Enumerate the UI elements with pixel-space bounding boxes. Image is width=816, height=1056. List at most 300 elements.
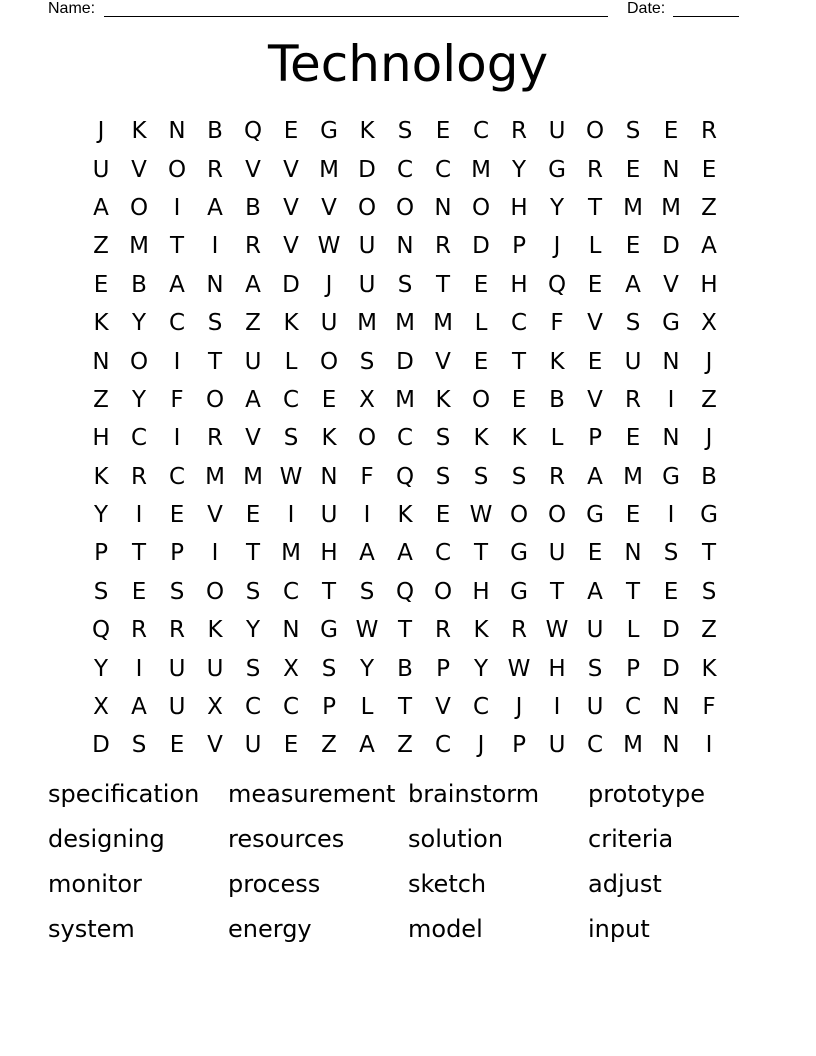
grid-letter: P	[322, 694, 336, 721]
grid-letter: N	[662, 348, 680, 375]
grid-letter: O	[509, 502, 529, 529]
grid-letter: L	[284, 348, 298, 375]
grid-letter: M	[281, 540, 301, 567]
grid-letter: S	[245, 655, 261, 682]
header	[48, 0, 748, 20]
grid-letter: Y	[93, 655, 109, 682]
grid-letter: C	[510, 310, 528, 337]
grid-letter: A	[131, 694, 147, 721]
grid-letter: M	[623, 463, 643, 490]
grid-letter: U	[168, 694, 186, 721]
grid-letter: C	[624, 694, 642, 721]
grid-letter: Z	[93, 233, 109, 260]
grid-letter: J	[705, 425, 713, 452]
date-label: Date:	[627, 0, 666, 17]
name-label: Name:	[48, 0, 96, 17]
grid-letter: K	[397, 502, 413, 529]
grid-letter: E	[169, 732, 185, 759]
grid-letter: S	[587, 655, 603, 682]
grid-letter: P	[512, 732, 526, 759]
grid-letter: W	[279, 463, 303, 490]
grid-letter: V	[283, 233, 299, 260]
grid-letter: K	[283, 310, 299, 337]
grid-letter: E	[587, 348, 603, 375]
grid-letter: K	[701, 655, 717, 682]
grid-letter: R	[435, 233, 451, 260]
grid-letter: E	[625, 156, 641, 183]
grid-letter: M	[205, 463, 225, 490]
grid-letter: A	[701, 233, 717, 260]
grid-row	[82, 688, 728, 726]
grid-letter: G	[662, 310, 680, 337]
grid-letter: R	[245, 233, 261, 260]
grid-letter: O	[205, 578, 225, 605]
grid-letter: S	[93, 578, 109, 605]
grid-letter: R	[435, 617, 451, 644]
grid-row	[82, 112, 728, 150]
grid-letter: N	[320, 463, 338, 490]
grid-letter: M	[129, 233, 149, 260]
grid-letter: E	[625, 233, 641, 260]
grid-letter: E	[625, 425, 641, 452]
grid-row	[82, 419, 728, 457]
grid-letter: T	[321, 578, 337, 605]
grid-letter: E	[663, 578, 679, 605]
grid-letter: C	[130, 425, 148, 452]
grid-letter: A	[587, 578, 603, 605]
word-list-item: sketch	[408, 870, 487, 898]
grid-letter: T	[625, 578, 641, 605]
grid-letter: C	[434, 732, 452, 759]
word-list-item: model	[408, 915, 483, 943]
grid-letter: C	[168, 310, 186, 337]
word-list-item: monitor	[48, 870, 142, 898]
grid-letter: I	[363, 502, 371, 529]
grid-letter: F	[550, 310, 564, 337]
grid-letter: V	[207, 502, 223, 529]
grid-letter: Q	[243, 118, 263, 145]
grid-letter: E	[473, 271, 489, 298]
grid-letter: S	[131, 732, 147, 759]
grid-letter: I	[173, 194, 181, 221]
grid-letter: R	[511, 617, 527, 644]
grid-letter: G	[662, 463, 680, 490]
grid-letter: W	[355, 617, 379, 644]
grid-letter: M	[433, 310, 453, 337]
grid-letter: C	[586, 732, 604, 759]
grid-letter: O	[357, 425, 377, 452]
grid-letter: E	[701, 156, 717, 183]
grid-letter: R	[625, 386, 641, 413]
grid-letter: I	[135, 655, 143, 682]
word-list-item: prototype	[588, 780, 705, 808]
grid-letter: F	[360, 463, 374, 490]
grid-letter: V	[435, 348, 451, 375]
grid-letter: C	[168, 463, 186, 490]
grid-letter: I	[667, 386, 675, 413]
grid-row	[82, 611, 728, 649]
grid-letter: E	[625, 502, 641, 529]
page-title: Technology	[267, 35, 549, 93]
grid-letter: V	[321, 194, 337, 221]
grid-letter: I	[173, 425, 181, 452]
grid-letter: L	[626, 617, 640, 644]
grid-letter: H	[472, 578, 490, 605]
grid-letter: G	[510, 578, 528, 605]
grid-letter: S	[169, 578, 185, 605]
grid-letter: A	[245, 386, 261, 413]
grid-letter: L	[360, 694, 374, 721]
grid-letter: F	[170, 386, 184, 413]
grid-row	[82, 227, 728, 265]
grid-letter: Y	[245, 617, 261, 644]
grid-letter: D	[662, 617, 680, 644]
word-list-item: brainstorm	[408, 780, 540, 808]
grid-letter: O	[357, 194, 377, 221]
grid-row	[82, 381, 728, 419]
grid-letter: W	[317, 233, 341, 260]
grid-letter: A	[397, 540, 413, 567]
grid-letter: N	[396, 233, 414, 260]
grid-letter: G	[510, 540, 528, 567]
grid-letter: T	[245, 540, 261, 567]
grid-letter: U	[548, 732, 566, 759]
grid-letter: I	[211, 540, 219, 567]
grid-letter: A	[587, 463, 603, 490]
grid-letter: S	[359, 348, 375, 375]
grid-letter: S	[663, 540, 679, 567]
grid-letter: J	[97, 118, 105, 145]
grid-letter: I	[287, 502, 295, 529]
name-field[interactable]	[104, 16, 608, 17]
grid-letter: M	[395, 386, 415, 413]
grid-letter: Y	[93, 502, 109, 529]
grid-letter: L	[588, 233, 602, 260]
grid-letter: V	[245, 425, 261, 452]
grid-letter: R	[701, 118, 717, 145]
grid-letter: E	[511, 386, 527, 413]
word-list-item: resources	[228, 825, 345, 853]
grid-letter: N	[662, 732, 680, 759]
grid-letter: H	[320, 540, 338, 567]
word-list	[48, 778, 768, 945]
grid-letter: V	[283, 156, 299, 183]
grid-letter: T	[435, 271, 451, 298]
grid-letter: T	[169, 233, 185, 260]
grid-letter: O	[433, 578, 453, 605]
grid-letter: R	[207, 425, 223, 452]
grid-letter: B	[245, 194, 261, 221]
grid-letter: A	[625, 271, 641, 298]
grid-letter: D	[472, 233, 490, 260]
grid-letter: K	[93, 463, 109, 490]
grid-letter: H	[548, 655, 566, 682]
grid-letter: N	[206, 271, 224, 298]
grid-letter: A	[207, 194, 223, 221]
grid-letter: Q	[547, 271, 567, 298]
grid-letter: Z	[245, 310, 261, 337]
word-list-item: designing	[48, 825, 165, 853]
grid-letter: T	[587, 194, 603, 221]
grid-letter: D	[396, 348, 414, 375]
grid-letter: D	[282, 271, 300, 298]
date-field[interactable]	[673, 16, 739, 17]
grid-letter: U	[548, 540, 566, 567]
grid-letter: Z	[321, 732, 337, 759]
word-list-item: process	[228, 870, 321, 898]
grid-letter: K	[93, 310, 109, 337]
grid-letter: E	[245, 502, 261, 529]
grid-row	[82, 458, 728, 496]
grid-letter: M	[661, 194, 681, 221]
grid-letter: V	[663, 271, 679, 298]
grid-letter: A	[245, 271, 261, 298]
grid-letter: C	[282, 694, 300, 721]
grid-letter: D	[92, 732, 110, 759]
grid-letter: R	[131, 617, 147, 644]
grid-letter: C	[472, 694, 490, 721]
grid-letter: K	[321, 425, 337, 452]
grid-row	[82, 304, 728, 342]
grid-letter: M	[243, 463, 263, 490]
grid-row	[82, 496, 728, 534]
grid-letter: W	[469, 502, 493, 529]
grid-letter: R	[587, 156, 603, 183]
letter-grid	[82, 112, 728, 765]
grid-letter: H	[700, 271, 718, 298]
grid-row	[82, 189, 728, 227]
grid-letter: G	[548, 156, 566, 183]
grid-letter: S	[625, 118, 641, 145]
grid-letter: S	[435, 425, 451, 452]
grid-letter: P	[588, 425, 602, 452]
grid-letter: N	[662, 694, 680, 721]
grid-letter: Q	[395, 578, 415, 605]
grid-letter: A	[359, 540, 375, 567]
grid-letter: J	[553, 233, 561, 260]
grid-letter: G	[320, 617, 338, 644]
word-list-item: measurement	[228, 780, 396, 808]
grid-letter: S	[625, 310, 641, 337]
grid-letter: P	[94, 540, 108, 567]
grid-letter: T	[207, 348, 223, 375]
grid-letter: K	[359, 118, 375, 145]
grid-letter: Z	[701, 386, 717, 413]
grid-letter: V	[283, 194, 299, 221]
grid-row	[82, 573, 728, 611]
grid-letter: R	[207, 156, 223, 183]
grid-letter: A	[359, 732, 375, 759]
grid-letter: D	[662, 233, 680, 260]
grid-letter: G	[700, 502, 718, 529]
grid-letter: B	[549, 386, 565, 413]
grid-letter: J	[325, 271, 333, 298]
word-list-item: system	[48, 915, 135, 943]
grid-letter: M	[623, 732, 643, 759]
word-list-item: adjust	[588, 870, 662, 898]
grid-letter: D	[358, 156, 376, 183]
grid-letter: H	[510, 194, 528, 221]
grid-letter: U	[320, 502, 338, 529]
grid-letter: K	[473, 617, 489, 644]
grid-row	[82, 342, 728, 380]
grid-row	[82, 649, 728, 687]
grid-letter: E	[169, 502, 185, 529]
grid-letter: A	[93, 194, 109, 221]
grid-letter: E	[93, 271, 109, 298]
grid-letter: S	[397, 271, 413, 298]
grid-letter: B	[397, 655, 413, 682]
grid-letter: M	[357, 310, 377, 337]
grid-letter: G	[320, 118, 338, 145]
grid-letter: R	[511, 118, 527, 145]
grid-letter: N	[434, 194, 452, 221]
grid-letter: U	[548, 118, 566, 145]
grid-letter: V	[131, 156, 147, 183]
grid-letter: N	[168, 118, 186, 145]
grid-letter: V	[435, 694, 451, 721]
grid-letter: U	[244, 348, 262, 375]
grid-letter: U	[624, 348, 642, 375]
grid-letter: X	[207, 694, 223, 721]
word-list-item: energy	[228, 915, 312, 943]
grid-letter: K	[131, 118, 147, 145]
grid-letter: P	[170, 540, 184, 567]
grid-letter: N	[662, 156, 680, 183]
grid-letter: E	[321, 386, 337, 413]
grid-letter: I	[553, 694, 561, 721]
grid-letter: P	[436, 655, 450, 682]
grid-letter: N	[662, 425, 680, 452]
grid-letter: O	[129, 194, 149, 221]
grid-letter: Z	[397, 732, 413, 759]
grid-row	[82, 726, 728, 764]
grid-letter: I	[211, 233, 219, 260]
grid-letter: U	[358, 233, 376, 260]
grid-letter: Z	[701, 194, 717, 221]
grid-letter: Y	[511, 156, 527, 183]
grid-letter: Q	[91, 617, 111, 644]
grid-letter: K	[435, 386, 451, 413]
grid-letter: U	[168, 655, 186, 682]
grid-letter: I	[173, 348, 181, 375]
word-list-item: solution	[408, 825, 504, 853]
grid-letter: T	[549, 578, 565, 605]
grid-letter: P	[512, 233, 526, 260]
grid-letter: N	[624, 540, 642, 567]
grid-letter: U	[206, 655, 224, 682]
grid-letter: U	[92, 156, 110, 183]
grid-letter: S	[473, 463, 489, 490]
grid-letter: S	[283, 425, 299, 452]
grid-letter: H	[92, 425, 110, 452]
grid-letter: E	[283, 118, 299, 145]
grid-row	[82, 534, 728, 572]
grid-letter: Y	[473, 655, 489, 682]
grid-letter: A	[169, 271, 185, 298]
grid-letter: C	[434, 156, 452, 183]
grid-letter: E	[435, 502, 451, 529]
grid-letter: O	[319, 348, 339, 375]
grid-letter: R	[169, 617, 185, 644]
grid-letter: T	[701, 540, 717, 567]
grid-letter: K	[511, 425, 527, 452]
grid-letter: C	[396, 425, 414, 452]
grid-letter: X	[283, 655, 299, 682]
grid-letter: W	[507, 655, 531, 682]
grid-letter: C	[282, 386, 300, 413]
grid-letter: E	[663, 118, 679, 145]
grid-letter: O	[395, 194, 415, 221]
grid-letter: K	[473, 425, 489, 452]
grid-letter: M	[395, 310, 415, 337]
grid-letter: E	[587, 540, 603, 567]
grid-letter: O	[205, 386, 225, 413]
grid-letter: K	[207, 617, 223, 644]
grid-letter: M	[471, 156, 491, 183]
word-list-item: specification	[48, 780, 200, 808]
grid-letter: O	[585, 118, 605, 145]
grid-letter: J	[477, 732, 485, 759]
grid-letter: B	[131, 271, 147, 298]
grid-letter: S	[397, 118, 413, 145]
grid-letter: D	[662, 655, 680, 682]
grid-letter: U	[586, 694, 604, 721]
grid-letter: T	[131, 540, 147, 567]
grid-row	[82, 150, 728, 188]
grid-letter: N	[282, 617, 300, 644]
grid-letter: O	[167, 156, 187, 183]
grid-letter: E	[473, 348, 489, 375]
grid-letter: R	[131, 463, 147, 490]
grid-letter: X	[359, 386, 375, 413]
grid-letter: E	[131, 578, 147, 605]
grid-letter: S	[321, 655, 337, 682]
grid-letter: U	[244, 732, 262, 759]
grid-letter: P	[626, 655, 640, 682]
grid-letter: L	[550, 425, 564, 452]
grid-letter: Z	[701, 617, 717, 644]
grid-letter: Q	[395, 463, 415, 490]
grid-letter: L	[474, 310, 488, 337]
grid-letter: T	[473, 540, 489, 567]
grid-letter: O	[471, 386, 491, 413]
grid-letter: Z	[93, 386, 109, 413]
grid-letter: T	[397, 617, 413, 644]
grid-letter: S	[701, 578, 717, 605]
grid-letter: X	[701, 310, 717, 337]
grid-letter: V	[207, 732, 223, 759]
grid-letter: U	[586, 617, 604, 644]
grid-letter: Y	[131, 310, 147, 337]
grid-letter: J	[515, 694, 523, 721]
grid-letter: S	[511, 463, 527, 490]
grid-letter: O	[129, 348, 149, 375]
grid-row	[82, 266, 728, 304]
grid-letter: S	[245, 578, 261, 605]
grid-letter: Y	[131, 386, 147, 413]
grid-letter: O	[547, 502, 567, 529]
grid-letter: V	[587, 310, 603, 337]
grid-letter: J	[705, 348, 713, 375]
grid-letter: O	[471, 194, 491, 221]
word-list-item: input	[588, 915, 650, 943]
grid-letter: V	[587, 386, 603, 413]
grid-letter: B	[701, 463, 717, 490]
grid-letter: S	[359, 578, 375, 605]
grid-letter: M	[319, 156, 339, 183]
grid-letter: G	[586, 502, 604, 529]
